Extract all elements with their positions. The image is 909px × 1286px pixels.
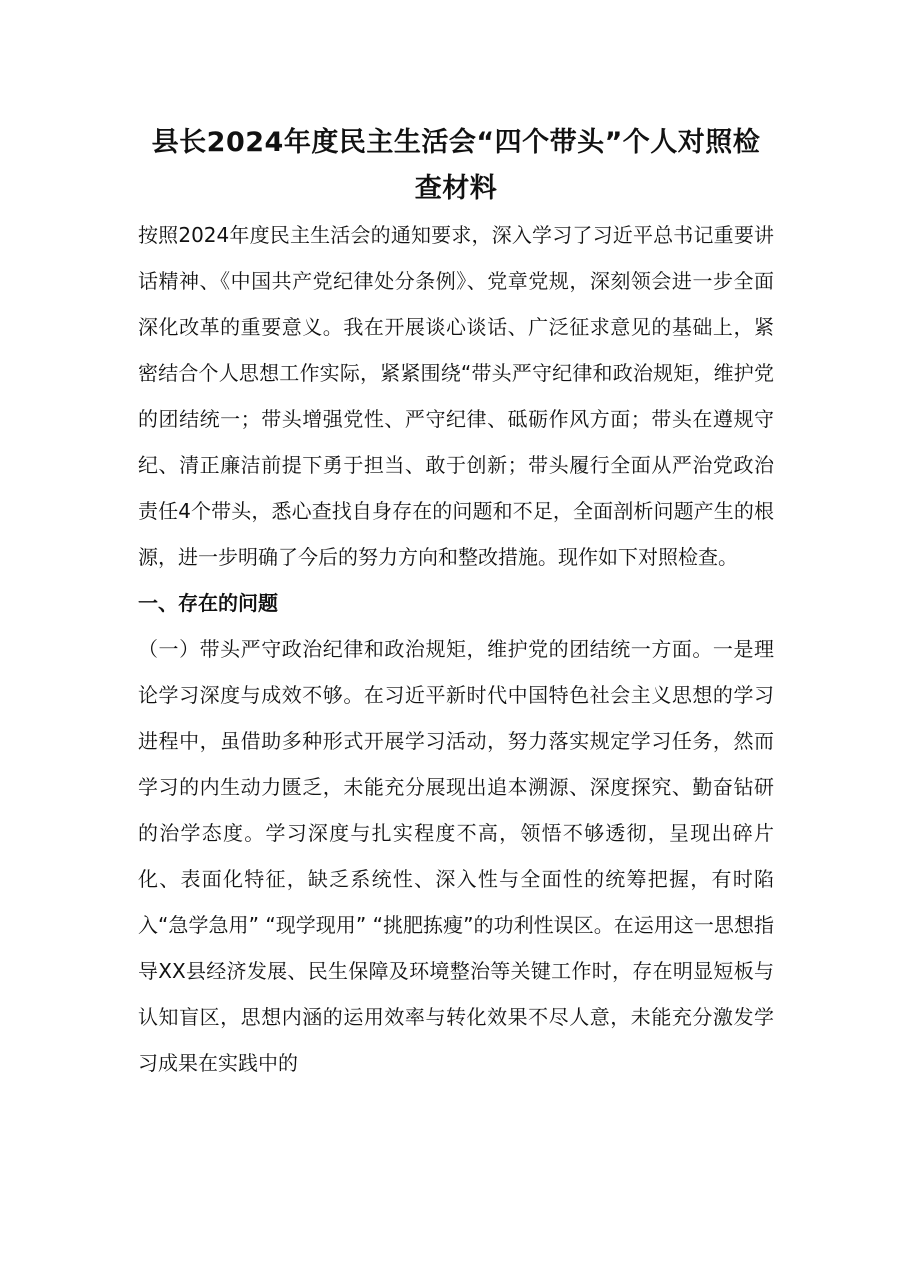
intro-paragraph: 按照2024年度民主生活会的通知要求，深入学习了习近平总书记重要讲话精神、《中国共产党纪律处分条例》、党章党规，深刻领会进一步全面深化改革的重要意义。我在开展谈心谈话、广泛征求意见的基础上，紧密结合个人思想工作实际，紧紧围绕“带头严守纪律和政治规矩，维护党的团结统一；带头增强党性、严守纪律、砥砺作风方面；带头在遵规守纪、清正廉洁前提下勇于担当、敢于创新；带头履行全面从严治党政治责任4个带头，悉心查找自身存在的问题和不足，全面剖析问题产生的根源，进一步明确了今后的努力方向和整改措施。现作如下对照检查。: [138, 223, 774, 569]
section-heading: 一、存在的问题: [138, 591, 278, 615]
document-page: [138, 120, 774, 1086]
section-paragraph: （一）带头严守政治纪律和政治规矩，维护党的团结统一方面。一是理论学习深度与成效不够。在习近平新时代中国特色社会主义思想的学习进程中，虽借助多种形式开展学习活动，努力落实规定学习任务，然而学习的内生动力匮乏，未能充分展现出追本溯源、深度探究、勤奋钻研的治学态度。学习深度与扎实程度不高，领悟不够透彻，呈现出碎片化、表面化特征，缺乏系统性、深入性与全面性的统筹把握，有时陷入“急学急用” “现学现用” “挑肥拣瘦”的功利性误区。在运用这一思想指导XX县经济发展、民生保障及环境整治等关键工作时，存在明显短板与认知盲区，思想内涵的运用效率与转化效果不尽人意，未能充分激发学习成果在实践中的: [138, 637, 774, 1075]
document-title: 县长2024年度民主生活会“四个带头”个人对照检查材料: [151, 127, 761, 204]
